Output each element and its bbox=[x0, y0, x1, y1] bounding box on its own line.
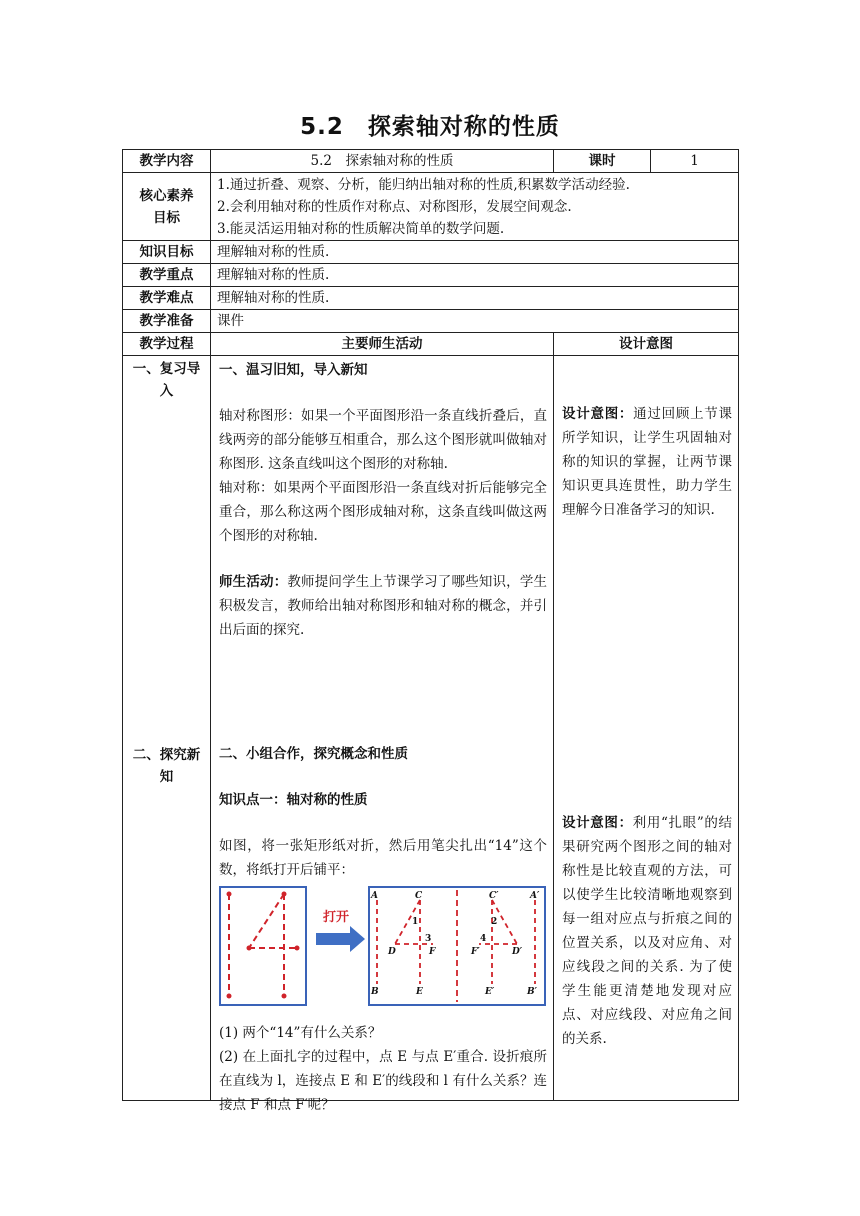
label-3: 3 bbox=[425, 934, 432, 944]
label-B-prime: B′ bbox=[527, 987, 537, 997]
label-D: D bbox=[388, 947, 396, 957]
fold-instruction: 如图，将一张矩形纸对折，然后用笔尖扎出“14”这个数，将纸打开后铺平： bbox=[219, 838, 548, 878]
period-value: 1 bbox=[651, 150, 739, 173]
period-label: 课时 bbox=[554, 150, 651, 173]
difficulty-row bbox=[123, 287, 739, 310]
knowledge-value: 理解轴对称的性质. bbox=[211, 241, 739, 264]
label-E-prime: E′ bbox=[485, 987, 495, 997]
label-A: A bbox=[371, 891, 378, 901]
label-A-prime: A′ bbox=[530, 891, 540, 901]
stage2-heading: 二、小组合作，探究概念和性质 bbox=[219, 746, 408, 762]
key-row bbox=[123, 264, 739, 287]
label-1: 1 bbox=[412, 917, 419, 927]
stage1-heading: 一、温习旧知，导入新知 bbox=[219, 362, 368, 378]
knowledge-label: 知识目标 bbox=[123, 241, 211, 264]
knowledge-point-title: 知识点一：轴对称的性质 bbox=[219, 792, 368, 808]
label-F: F bbox=[429, 947, 436, 957]
stage1-label: 一、复习导 入 bbox=[132, 361, 201, 399]
arrow-label: 打开 bbox=[323, 910, 350, 925]
core-item-1: 1.通过折叠、观察、分析，能归纳出轴对称的性质,积累数学活动经验. bbox=[217, 176, 630, 193]
difficulty-label: 教学难点 bbox=[123, 287, 211, 310]
stage1-activity: 师生活动：教师提问学生上节课学习了哪些知识，学生积极发言，教师给出轴对称图形和轴对称的概念，并引出后面的探究. bbox=[219, 574, 548, 638]
stage1-definition-symmetry: 轴对称：如果两个平面图形沿一条直线对折后能够完全重合，那么称这两个图形成轴对称，这条直线叫做这两个图形的对称轴. bbox=[219, 480, 548, 544]
prep-row bbox=[123, 310, 739, 333]
label-C: C bbox=[415, 891, 423, 901]
core-item-3: 3.能灵活运用轴对称的性质解决简单的数学问题. bbox=[217, 220, 505, 237]
pierce-points-left bbox=[227, 892, 300, 999]
stage1-definition-figure: 轴对称图形：如果一个平面图形沿一条直线折叠后，直线两旁的部分能够互相重合，那么这个图形就叫做轴对称图形. 这条直线叫这个图形的对称轴. bbox=[219, 408, 548, 472]
label-2: 2 bbox=[491, 917, 498, 927]
stage2-label: 二、探究新 知 bbox=[132, 747, 201, 785]
label-F-prime: F′ bbox=[471, 947, 480, 957]
process-col2: 主要师生活动 bbox=[211, 333, 554, 356]
process-col1: 教学过程 bbox=[123, 333, 211, 356]
content-label: 教学内容 bbox=[123, 150, 211, 173]
design-intent-column bbox=[554, 356, 739, 1101]
core-item-2: 2.会利用轴对称的性质作对称点、对称图形，发展空间观念. bbox=[217, 198, 572, 215]
prep-label: 教学准备 bbox=[123, 310, 211, 333]
prep-value: 课件 bbox=[211, 310, 739, 333]
process-header-row bbox=[123, 333, 739, 356]
stage2-block bbox=[219, 742, 547, 1117]
stage2-intent: 设计意图：利用“扎眼”的结果研究两个图形之间的轴对称性是比较直观的方法，可以使学生比较清晰地观察到每一组对应点与折痕之间的位置关系，以及对应角、对应线段之间的关系. 为了使学生能更清楚地发现对应点、对应线段、对应角之间的关系. bbox=[562, 815, 733, 1047]
label-B: B bbox=[371, 987, 379, 997]
stage1-intent: 设计意图：通过回顾上节课所学知识，让学生巩固轴对称的知识的掌握，让两节课知识更具连贯性，助力学生理解今日准备学习的知识. bbox=[562, 406, 733, 518]
digit-14-folded bbox=[229, 894, 297, 996]
content-value: 5.2 探索轴对称的性质 bbox=[211, 150, 554, 173]
key-value: 理解轴对称的性质. bbox=[211, 264, 739, 287]
question-2: (2) 在上面扎字的过程中，点 E 与点 E′重合. 设折痕所在直线为 l，连接点 E 和 E′的线段和 l 有什么关系？连接点 F 和点 F′呢？ bbox=[219, 1049, 548, 1113]
key-label: 教学重点 bbox=[123, 264, 211, 287]
label-4: 4 bbox=[480, 934, 487, 944]
label-C-prime: C′ bbox=[489, 891, 499, 901]
label-E: E bbox=[416, 987, 423, 997]
digit-14-right bbox=[479, 900, 535, 984]
main-activities bbox=[211, 356, 554, 1113]
fold-figure bbox=[219, 886, 547, 1015]
label-D-prime: D′ bbox=[512, 947, 523, 957]
difficulty-value: 理解轴对称的性质. bbox=[211, 287, 739, 310]
question-1: (1) 两个“14”有什么关系？ bbox=[219, 1025, 382, 1041]
fold-diagram bbox=[219, 886, 547, 1008]
header-row bbox=[123, 150, 739, 173]
lesson-plan-table bbox=[122, 149, 739, 1113]
folded-paper-frame bbox=[220, 887, 306, 1005]
process-col3: 设计意图 bbox=[554, 333, 739, 356]
core-row bbox=[123, 173, 739, 241]
open-arrow-icon bbox=[316, 926, 365, 952]
page-title: 5.2 探索轴对称的性质 bbox=[300, 114, 560, 140]
core-label: 核心素养 目标 bbox=[123, 173, 211, 241]
process-body-row bbox=[123, 356, 739, 1101]
core-items bbox=[211, 173, 739, 241]
knowledge-row bbox=[123, 241, 739, 264]
stage-labels bbox=[123, 356, 211, 1101]
